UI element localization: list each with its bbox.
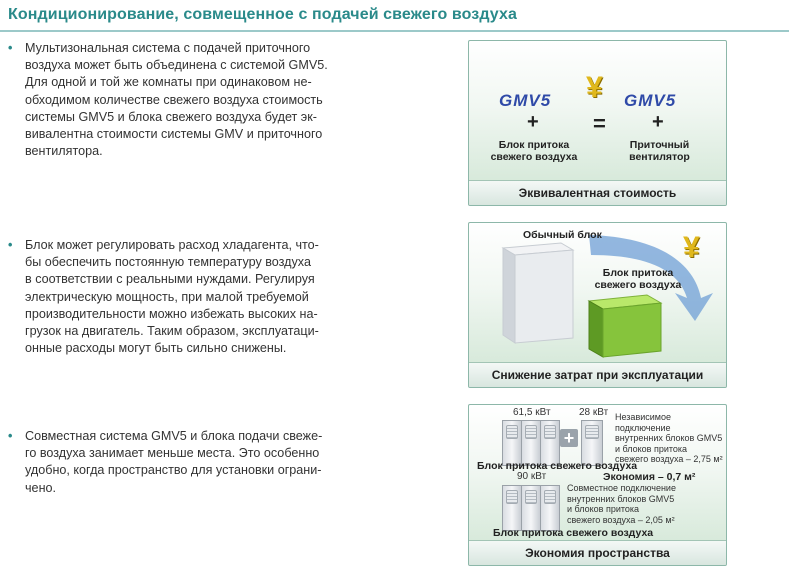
fresh-air-unit-label-top: Блок притока свежего воздуха [477, 460, 638, 472]
gmv5-logo-left: GMV5 [499, 91, 552, 110]
label-line: свежего воздуха [594, 279, 682, 291]
paragraph-line: онные расходы могут быть сильно снижены. [25, 341, 287, 356]
label-line: свежего воздуха [490, 151, 578, 163]
fresh-air-unit-label-bottom: Блок притока свежего воздуха [493, 527, 654, 539]
conventional-unit-box [503, 243, 573, 343]
plus-icon: + [560, 429, 578, 447]
paragraph-line: вивалентна стоимости системы GMV и приточного [25, 127, 323, 142]
paragraph-line: обходимом количестве свежего воздуха стоимость [25, 92, 323, 107]
paragraph-line: в соответствии с реальными нуждами. Регулируя [25, 272, 315, 287]
fresh-air-unit-label [583, 267, 693, 291]
panel-caption: Снижение затрат при эксплуатации [469, 362, 726, 387]
paragraph-line: Блок может регулировать расход хладагента, что- [25, 238, 319, 252]
capacity-label-bottom: 90 кВт [517, 471, 547, 482]
fresh-air-unit-box [589, 295, 661, 357]
capacity-label-right: 28 кВт [579, 407, 609, 418]
panel-caption: Экономия пространства [469, 540, 726, 565]
paragraph-line: электрическую мощность, при малой требуемой [25, 289, 309, 304]
label-line: Блок притока [498, 139, 570, 151]
capacity-label-left: 61,5 кВт [513, 407, 551, 418]
note-line: внутренних блоков GMV5 [567, 493, 675, 504]
fresh-air-unit-label [479, 139, 589, 163]
space-saving-value: Экономия – 0,7 м² [603, 471, 696, 483]
note-line: Совместное подключение [567, 483, 676, 493]
paragraph-line: Совместная система GMV5 и блока подачи свеже- [25, 429, 323, 443]
note-line: и блоков притока [615, 443, 688, 454]
combined-connection-note [567, 483, 676, 525]
outdoor-unit [540, 485, 560, 531]
panel-operating-cost [468, 222, 727, 388]
bullet-3: • [8, 429, 13, 443]
note-line: и блоков притока [567, 504, 640, 514]
outdoor-unit [521, 485, 541, 531]
note-line: Независимое подключение [615, 412, 671, 433]
paragraph-line: грузок на двигатель. Таким образом, эксплуатаци- [25, 324, 319, 339]
panel-space-saving [468, 404, 727, 566]
bullet-2: • [8, 238, 13, 252]
outdoor-unit [502, 485, 522, 531]
note-line: свежего воздуха – 2,75 м² [615, 454, 723, 464]
bullet-1: • [8, 41, 13, 55]
paragraph-1 [8, 40, 380, 160]
plus-sign-left: + [527, 111, 539, 133]
paragraph-line: бы обеспечить постоянную температуру воздуха [25, 255, 311, 270]
note-line: внутренних блоков GMV5 [615, 433, 723, 443]
supply-fan-label [607, 139, 712, 163]
paragraph-line: воздуха может быть объединена с системой GMV5. [25, 58, 328, 73]
note-line: свежего воздуха – 2,05 м² [567, 514, 675, 525]
yen-coin-icon: ¥ [683, 231, 700, 264]
panel-equivalent-cost [468, 40, 727, 206]
label-line: Блок притока [602, 267, 674, 279]
paragraph-line: производительности можно избежать высоких на- [25, 306, 318, 321]
paragraph-3 [8, 428, 380, 497]
independent-connection-note [615, 412, 726, 465]
equals-sign: = [593, 111, 606, 136]
paragraph-line: вентилятора. [25, 144, 103, 159]
paragraph-2 [8, 237, 380, 357]
title-divider [0, 30, 789, 32]
paragraph-line: Мультизональная система с подачей приточного [25, 41, 311, 55]
paragraph-line: удобно, когда пространство для установки ограни- [25, 463, 322, 478]
paragraph-line: Для одной и той же комнаты при одинаковом не- [25, 75, 312, 90]
paragraph-line: системы GMV5 и блока свежего воздуха будет эк- [25, 109, 317, 124]
paragraph-line: го воздуха занимает меньше места. Это особенно [25, 446, 320, 461]
label-line: вентилятор [629, 151, 690, 163]
yen-coin-icon: ¥ [586, 71, 603, 104]
gmv5-logo-right: GMV5 [624, 91, 677, 110]
paragraph-line: чено. [25, 480, 57, 495]
plus-sign-right: + [652, 111, 664, 133]
label-line: Приточный [629, 139, 690, 151]
panel-caption: Эквивалентная стоимость [469, 180, 726, 205]
conventional-unit-label: Обычный блок [523, 229, 602, 241]
page-title: Кондиционирование, совмещенное с подачей свежего воздуха [8, 6, 517, 23]
